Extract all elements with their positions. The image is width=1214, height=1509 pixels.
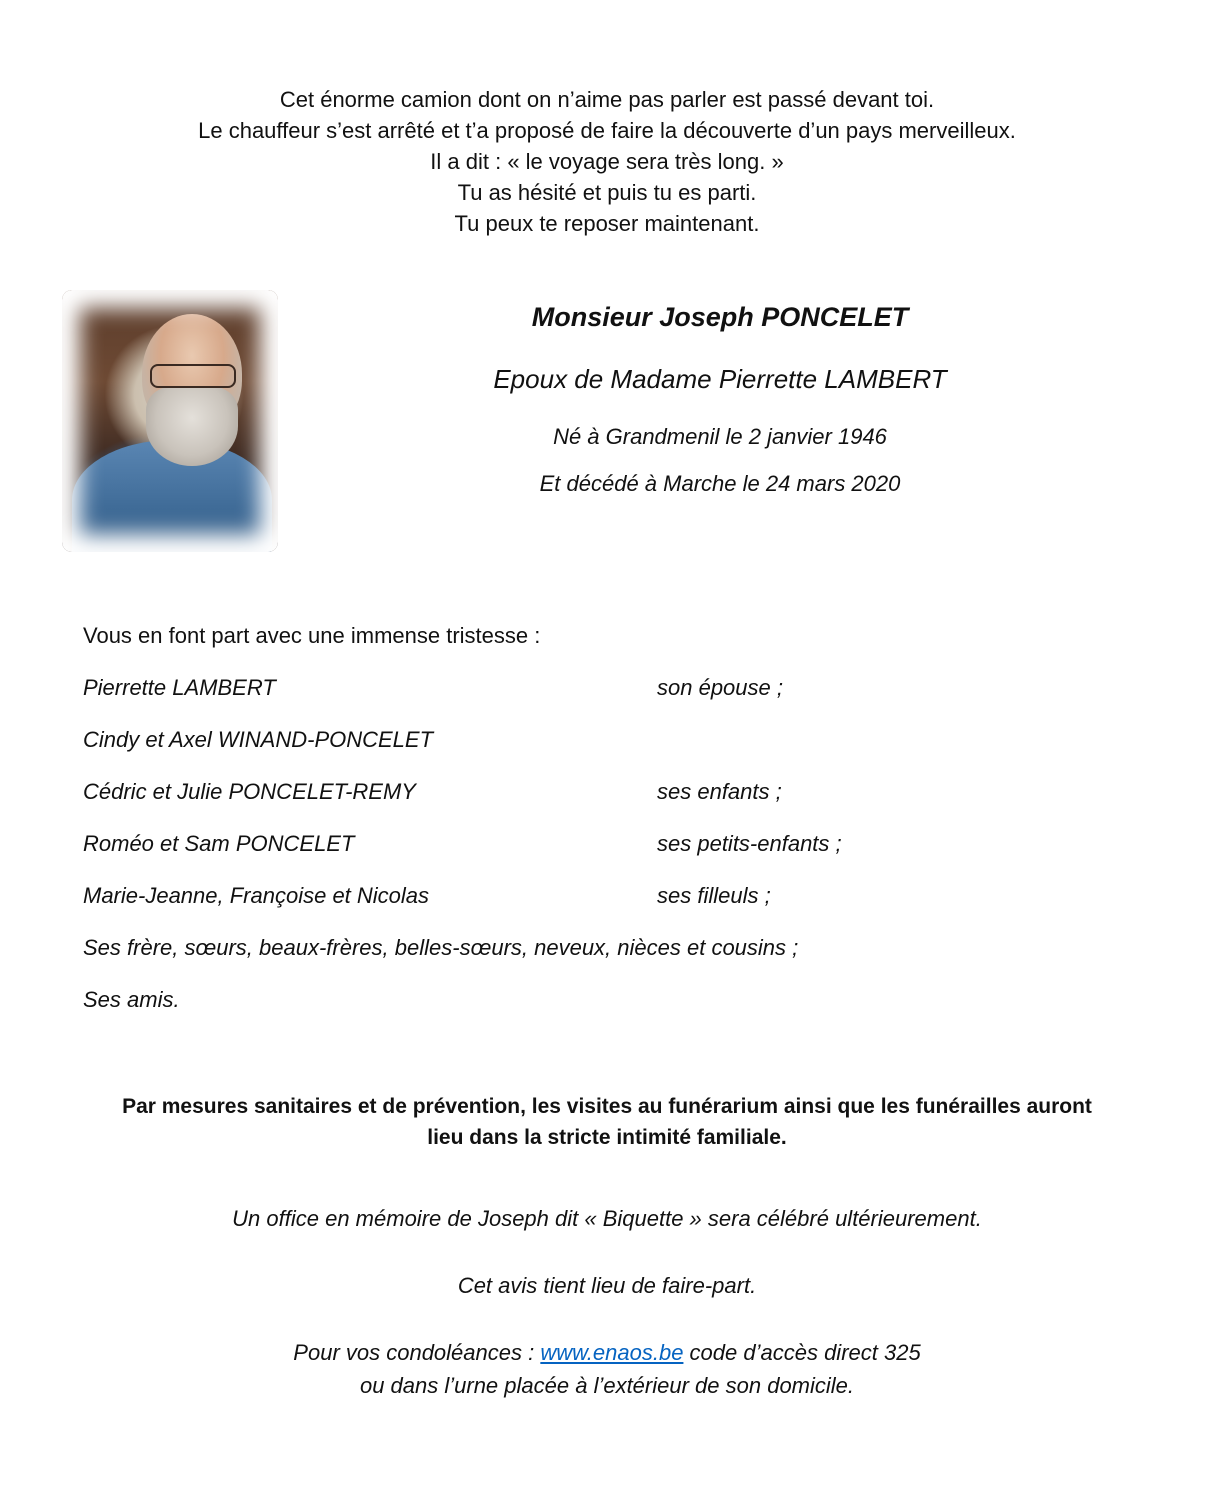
condolences-line xyxy=(0,1336,1214,1369)
office-notice: Un office en mémoire de Joseph dit « Biquette » sera célébré ultérieurement. xyxy=(232,1206,982,1231)
condolences-link[interactable]: www.enaos.be xyxy=(540,1340,684,1365)
family-member: Ses frère, sœurs, beaux-frères, belles-sœurs, neveux, nièces et cousins ; xyxy=(83,935,799,960)
family-row xyxy=(83,935,1143,965)
notice-line: lieu dans la stricte intimité familiale. xyxy=(427,1126,787,1149)
poem-line: Tu peux te reposer maintenant. xyxy=(454,211,760,236)
family-row xyxy=(83,883,1143,913)
family-member: Cédric et Julie PONCELET-REMY xyxy=(83,779,416,804)
faire-part-notice: Cet avis tient lieu de faire-part. xyxy=(457,1273,757,1298)
portrait-photo xyxy=(62,290,278,552)
family-row xyxy=(83,675,1143,705)
family-member: Marie-Jeanne, Françoise et Nicolas xyxy=(83,883,430,908)
family-row xyxy=(83,831,1143,861)
condolences-urn-line: ou dans l’urne placée à l’extérieur de son domicile. xyxy=(359,1373,855,1398)
notice-line: Par mesures sanitaires et de prévention, les visites au funérarium ainsi que les funérailles auront xyxy=(122,1095,1092,1118)
poem-line: Le chauffeur s’est arrêté et t’a proposé de faire la découverte d’un pays merveilleux. xyxy=(198,118,1016,143)
deceased-name: Monsieur Joseph PONCELET xyxy=(531,302,909,332)
family-row xyxy=(83,727,1143,757)
poem-line: Cet énorme camion dont on n’aime pas parler est passé devant toi. xyxy=(279,87,935,112)
family-relation: ses filleuls ; xyxy=(657,883,771,908)
spouse-line: Epoux de Madame Pierrette LAMBERT xyxy=(493,364,947,394)
condolences-prefix: Pour vos condoléances : xyxy=(293,1340,541,1365)
family-member: Cindy et Axel WINAND-PONCELET xyxy=(83,727,434,752)
condolences-suffix: code d’accès direct 325 xyxy=(683,1340,921,1365)
photo-vignette xyxy=(62,290,278,552)
sanitary-notice xyxy=(60,1091,1154,1153)
family-relation: son épouse ; xyxy=(657,675,783,700)
opening-poem xyxy=(0,84,1214,239)
poem-line: Tu as hésité et puis tu es parti. xyxy=(457,180,757,205)
family-member: Pierrette LAMBERT xyxy=(83,675,276,700)
family-relation: ses enfants ; xyxy=(657,779,782,804)
poem-line: Il a dit : « le voyage sera très long. » xyxy=(430,149,784,174)
announcement-intro: Vous en font part avec une immense tristesse : xyxy=(83,623,541,648)
family-member: Ses amis. xyxy=(83,987,180,1012)
birth-line: Né à Grandmenil le 2 janvier 1946 xyxy=(553,424,887,449)
family-member: Roméo et Sam PONCELET xyxy=(83,831,355,856)
family-row xyxy=(83,779,1143,809)
death-line: Et décédé à Marche le 24 mars 2020 xyxy=(539,471,901,496)
family-row xyxy=(83,987,1143,1017)
family-relation: ses petits-enfants ; xyxy=(657,831,842,856)
